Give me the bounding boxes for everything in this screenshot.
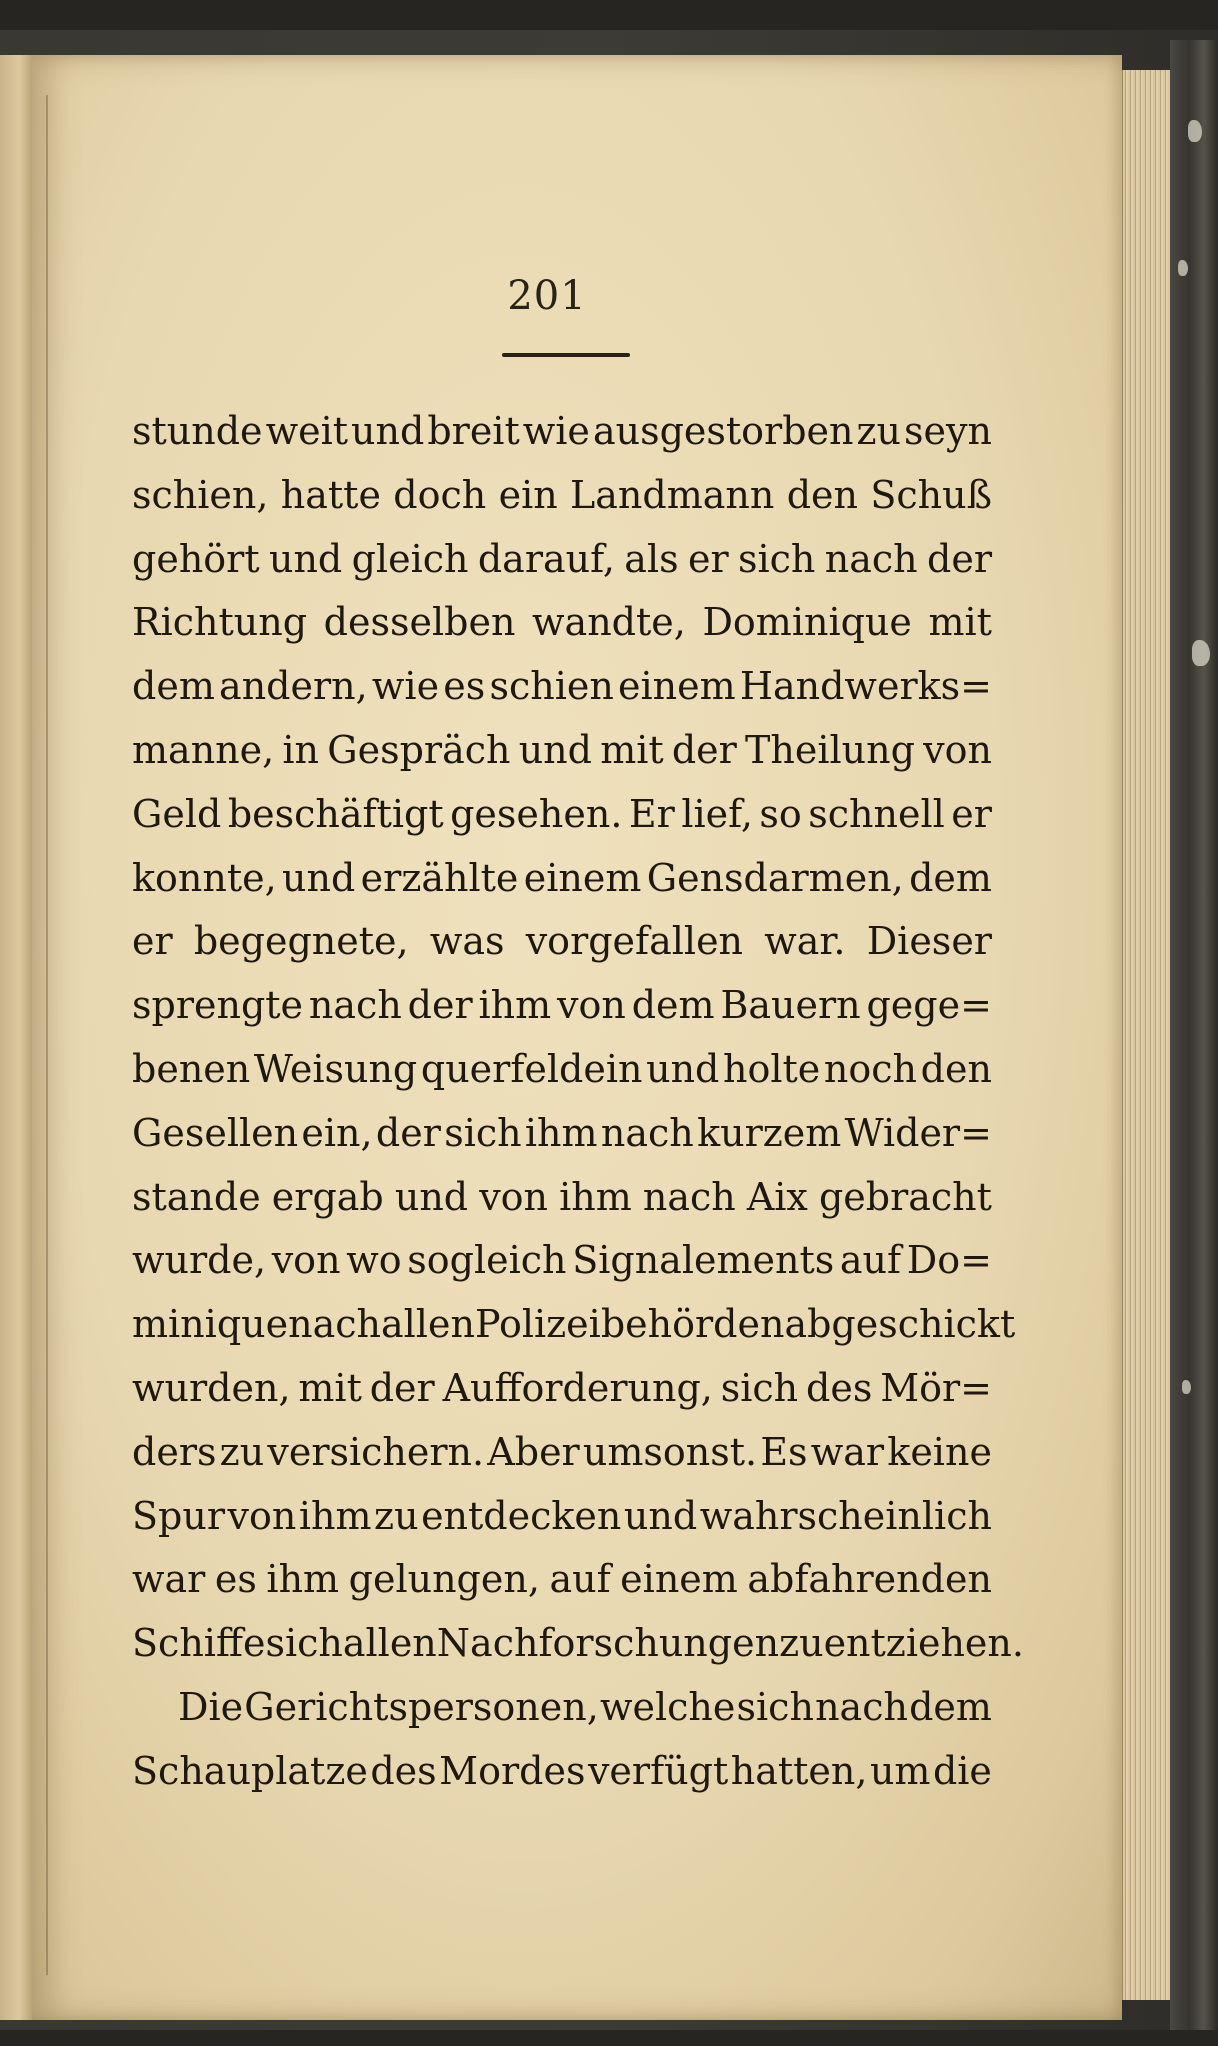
word: Schiffe [132,1621,266,1666]
word: lief, [681,791,753,836]
word: konnte, [132,855,277,900]
cover-wear-mark [1188,120,1202,142]
text-line [132,1612,1024,1676]
word: noch [823,1046,918,1091]
book-page [32,55,1122,2020]
word: holte [723,1046,821,1091]
word: es [214,1557,257,1602]
word: versichern. [267,1429,485,1474]
text-line [132,1485,992,1549]
word: der [369,1365,435,1410]
word: um [869,1748,931,1793]
word: und [518,727,592,772]
cover-wear-mark [1182,1380,1191,1394]
word: sich [265,1621,343,1666]
word: von [923,727,992,772]
page-stack-edge [1122,70,1171,2000]
word: schnell [808,791,945,836]
word: des [806,1365,873,1410]
word: Polizeibehörden [474,1302,785,1347]
word: wurden, [132,1365,291,1410]
text-line [132,974,992,1038]
text-line [132,1293,1016,1357]
word: Mör= [880,1365,992,1410]
word: begegnete, [193,919,409,964]
word: gelungen, [348,1557,540,1602]
text-line [132,591,992,655]
word: wandte, [532,600,686,645]
word: Schauplatze [132,1748,368,1793]
word: verfügt [587,1748,729,1793]
word: entziehen. [823,1621,1024,1666]
header-rule [502,353,630,357]
word: dem [909,855,992,900]
word: ein [498,472,558,517]
word: auf [549,1557,611,1602]
facing-page-edge [0,55,34,2020]
word: dem [132,664,215,709]
word: die [932,1748,992,1793]
text-line [132,1166,992,1230]
word: von [227,1493,297,1538]
word: Aber [487,1429,580,1474]
book-cover [1170,40,1218,2030]
word: der [407,983,473,1028]
text-line [132,1740,992,1804]
word: allen [342,1621,437,1666]
word: war. [764,919,846,964]
word: Wider= [844,1110,992,1155]
word: Gesellen [132,1110,299,1155]
word: Mordes [439,1748,586,1793]
word: Bauern [720,983,861,1028]
word: entdecken [421,1493,622,1538]
word: und [268,536,343,581]
word: sprengte [132,983,304,1028]
word: Weisung [253,1046,418,1091]
word: von [479,1174,549,1219]
word: zu [856,409,901,453]
word: mit [928,600,992,645]
word: und [351,409,425,453]
word: sogleich [407,1238,567,1283]
word: andern, [219,664,368,709]
word: mit [600,727,664,772]
text-line [132,1357,992,1421]
text-line [132,783,992,847]
word: sich [736,1684,814,1729]
word: Aix [746,1174,808,1219]
word: ders [132,1429,217,1474]
word: von [271,1238,341,1283]
word: gehört [132,536,260,581]
word: der [671,727,737,772]
word: er [687,536,729,581]
text-line [132,1548,992,1612]
word: ein, [301,1110,373,1155]
word: und [282,855,356,900]
word: Gerichtspersonen, [244,1684,599,1729]
word: welche [599,1684,736,1729]
gutter-shadow [46,95,48,1975]
word: nach [815,1684,908,1729]
text-line [132,1421,992,1485]
word: war [132,1557,206,1602]
word: schien, [132,472,269,517]
word: querfeldein [420,1046,643,1091]
word: Die [178,1684,244,1729]
word: Spur [132,1493,225,1538]
word: erzählte [360,855,519,900]
word: den [920,1046,992,1091]
word: doch [393,472,487,517]
word: nach [308,983,402,1028]
word: der [927,536,992,581]
word: darauf, [477,536,615,581]
word: Signalements [572,1238,835,1283]
word: Nachforschungen [436,1621,780,1666]
word: auf [839,1238,902,1283]
word: allen [381,1302,475,1347]
word: Richtung [132,600,308,645]
word: gege= [866,983,992,1028]
word: er [132,919,173,964]
word: es [443,664,486,709]
word: weit [265,409,349,453]
word: ihm [266,1557,340,1602]
word: ergab [271,1174,384,1219]
word: gesehen. [450,791,623,836]
word: umsonst. [582,1429,758,1474]
word: mit [298,1365,362,1410]
text-line-paragraph-start [132,1676,992,1740]
word: der [375,1110,441,1155]
word: Gespräch [327,727,511,772]
text-line [132,1102,992,1166]
word: kurzem [697,1110,842,1155]
word: ihm [559,1174,632,1219]
word: Schuß [870,472,992,517]
word: so [759,791,802,836]
word: in [282,727,320,772]
word: breit [427,409,520,453]
word: Er [628,791,675,836]
word: zu [219,1429,265,1474]
word: stande [132,1174,261,1219]
word: minique [132,1302,289,1347]
word: als [624,536,679,581]
text-line [132,655,992,719]
word: nach [288,1302,381,1347]
text-line [132,719,992,783]
word: wie [522,409,590,453]
word: keine [887,1429,992,1474]
word: Dieser [866,919,992,964]
word: Handwerks= [739,664,992,709]
word: ausgestorben [592,409,854,453]
cover-wear-mark [1178,260,1188,276]
word: wurde, [132,1238,267,1283]
word: er [951,791,992,836]
word: des [370,1748,437,1793]
text-line [132,1038,992,1102]
word: Theilung [745,727,915,772]
word: sich [720,1365,799,1410]
word: zu [374,1493,419,1538]
word: sich [737,536,816,581]
word: sich [444,1110,522,1155]
word: beschäftigt [227,791,444,836]
word: vorgefallen [525,919,744,964]
word: gebracht [818,1174,992,1219]
word: wahrscheinlich [699,1493,992,1538]
text-line [132,910,992,974]
word: Geld [132,791,222,836]
word: ihm [478,983,552,1028]
word: nach [600,1110,694,1155]
word: wie [371,664,440,709]
word: desselben [323,600,516,645]
word: dem [909,1684,992,1729]
text-line [132,464,992,528]
word: Aufforderung, [442,1365,713,1410]
word: seyn [904,409,992,453]
word: nach [642,1174,736,1219]
word: gleich [351,536,469,581]
body-text [132,400,1024,1804]
word: und [623,1493,698,1538]
word: abgeschickt [784,1302,1016,1347]
word: schien [489,664,614,709]
word: Gensdarmen, [646,855,904,900]
page-number: 201 [507,273,587,319]
word: den [786,472,858,517]
word: war [810,1429,885,1474]
word: was [429,919,505,964]
word: von [557,983,626,1028]
word: Dominique [702,600,912,645]
word: abfahrenden [747,1557,992,1602]
cover-wear-mark [1192,640,1210,666]
word: einem [618,664,736,709]
word: hatten, [730,1748,868,1793]
word: einem [523,855,642,900]
word: ihm [524,1110,598,1155]
word: nach [824,536,918,581]
word: benen [132,1046,251,1091]
word: ihm [298,1493,372,1538]
word: und [394,1174,469,1219]
word: dem [631,983,715,1028]
word: Es [760,1429,808,1474]
text-line [132,847,992,911]
word: stunde [132,409,263,453]
word: und [646,1046,720,1091]
word: Do= [906,1238,992,1283]
text-line [132,1229,992,1293]
word: hatte [280,472,381,517]
text-line [132,528,992,592]
word: Landmann [570,472,775,517]
word: zu [779,1621,824,1666]
word: wo [346,1238,402,1283]
word: einem [620,1557,738,1602]
text-line [132,400,992,464]
word: manne, [132,727,275,772]
